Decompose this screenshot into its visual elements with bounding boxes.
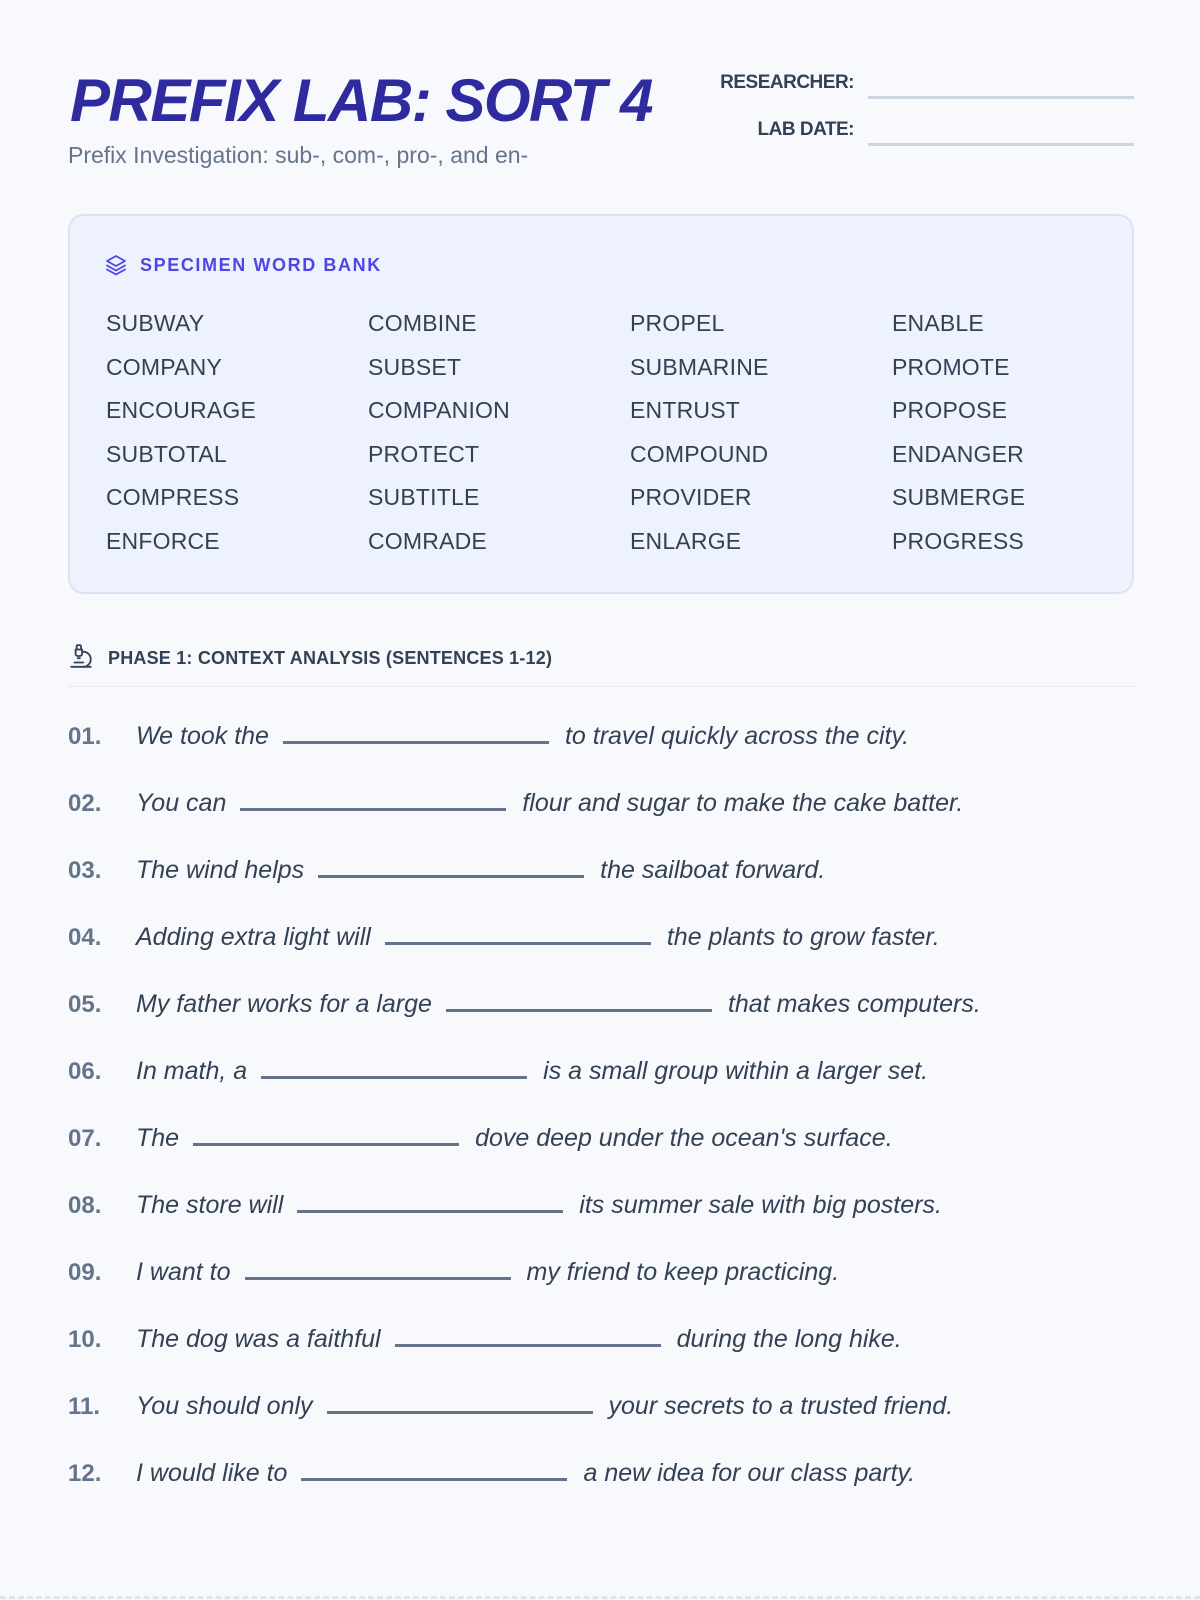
sentence-row — [68, 1191, 1134, 1258]
answer-blank[interactable] — [240, 808, 506, 811]
word-bank-item: PROGRESS — [892, 527, 1024, 554]
sentence-number: 06. — [68, 1058, 102, 1085]
phase-header — [68, 644, 552, 672]
word-bank-item: SUBWAY — [106, 310, 205, 336]
sentence-number: 04. — [68, 924, 102, 951]
sentence-row — [68, 856, 1134, 923]
sentence-number: 10. — [68, 1326, 102, 1353]
word-bank-item: PROPEL — [630, 310, 725, 336]
word-bank-item: SUBMERGE — [892, 484, 1026, 510]
answer-blank[interactable] — [261, 1076, 527, 1079]
sentence-text-after: my friend to keep practicing. — [526, 1258, 840, 1286]
sentence-number: 09. — [68, 1259, 102, 1286]
word-bank-item: SUBMARINE — [630, 353, 769, 380]
sentence-text-after: the plants to grow faster. — [666, 923, 940, 951]
word-bank-item: ENABLE — [892, 310, 984, 336]
sentence-row — [68, 1124, 1134, 1191]
word-bank-item: SUBTOTAL — [106, 440, 227, 467]
answer-blank[interactable] — [283, 741, 549, 744]
sentence-text-after: your secrets to a trusted friend. — [608, 1392, 954, 1420]
sentence-text-after: dove deep under the ocean's surface. — [475, 1124, 893, 1152]
word-bank-item: SUBTITLE — [368, 484, 480, 510]
sentence-text-after: to travel quickly across the city. — [564, 722, 910, 750]
word-bank-item: COMPANION — [368, 397, 510, 423]
word-bank-item: COMPRESS — [106, 484, 240, 510]
layers-icon — [104, 253, 128, 277]
sentence-text-before: We took the — [136, 722, 269, 750]
sentence-text-after: is a small group within a larger set. — [543, 1057, 929, 1085]
sentence-row — [68, 1459, 1134, 1526]
answer-blank[interactable] — [318, 875, 584, 878]
sentence-row — [68, 923, 1134, 990]
page-subtitle: Prefix Investigation: sub-, com-, pro-, and en- — [68, 142, 529, 168]
word-bank-item: PROMOTE — [892, 353, 1010, 380]
lab-date-field[interactable] — [708, 115, 1134, 145]
sentence-text-before: In math, a — [136, 1057, 248, 1085]
sentence-text-before: The wind helps — [136, 856, 305, 884]
sentence-text-after: flour and sugar to make the cake batter. — [522, 789, 964, 817]
sentence-text-after: during the long hike. — [676, 1325, 902, 1353]
word-bank-grid — [106, 302, 1106, 563]
sentence-text-before: Adding extra light will — [136, 923, 371, 951]
answer-blank[interactable] — [385, 942, 651, 945]
lab-date-input-line[interactable] — [868, 143, 1134, 146]
word-bank-item: ENFORCE — [106, 527, 220, 554]
page-bottom-divider — [0, 1596, 1200, 1599]
answer-blank[interactable] — [301, 1478, 567, 1481]
word-bank-item: COMPANY — [106, 353, 222, 380]
worksheet-page — [68, 0, 1134, 1600]
sentence-number: 11. — [68, 1393, 101, 1420]
answer-blank[interactable] — [446, 1009, 712, 1012]
sentence-number: 03. — [68, 857, 102, 884]
microscope-icon — [68, 643, 94, 674]
sentence-text-before: You should only — [136, 1392, 313, 1420]
researcher-input-line[interactable] — [868, 96, 1134, 99]
sentence-number: 07. — [68, 1125, 102, 1152]
sentence-list — [68, 722, 1134, 1526]
sentence-number: 05. — [68, 991, 102, 1018]
answer-blank[interactable] — [327, 1411, 593, 1414]
word-bank-title: SPECIMEN WORD BANK — [140, 254, 382, 275]
phase-title: PHASE 1: CONTEXT ANALYSIS (SENTENCES 1-12) — [108, 647, 553, 668]
sentence-text-before: My father works for a large — [136, 990, 432, 1018]
lab-date-label: LAB DATE: — [757, 119, 854, 140]
sentence-row — [68, 1258, 1134, 1325]
word-bank-item: COMRADE — [368, 527, 487, 554]
word-bank-item: PROPOSE — [892, 397, 1008, 423]
sentence-text-before: The dog was a faithful — [136, 1325, 381, 1353]
sentence-row — [68, 722, 1134, 789]
sentence-text-after: its summer sale with big posters. — [579, 1191, 942, 1219]
sentence-number: 12. — [68, 1460, 102, 1487]
sentence-text-after: the sailboat forward. — [600, 856, 826, 884]
sentence-text-before: The — [136, 1124, 180, 1152]
sentence-text-after: that makes computers. — [727, 990, 981, 1018]
sentence-text-before: You can — [136, 789, 227, 817]
answer-blank[interactable] — [245, 1277, 511, 1280]
word-bank — [68, 214, 1134, 594]
sentence-row — [68, 789, 1134, 856]
sentence-text-before: I want to — [136, 1258, 231, 1286]
answer-blank[interactable] — [297, 1210, 563, 1213]
word-bank-item: SUBSET — [368, 353, 462, 380]
researcher-label: RESEARCHER: — [720, 72, 854, 93]
sentence-number: 08. — [68, 1192, 102, 1219]
sentence-text-before: I would like to — [136, 1459, 288, 1487]
phase-divider — [68, 686, 1134, 687]
sentence-text-before: The store will — [136, 1191, 284, 1219]
word-bank-item: PROVIDER — [630, 484, 752, 510]
word-bank-item: COMBINE — [368, 310, 477, 336]
word-bank-item: ENDANGER — [892, 440, 1024, 467]
answer-blank[interactable] — [193, 1143, 459, 1146]
word-bank-item: ENTRUST — [630, 397, 741, 423]
word-bank-item: PROTECT — [368, 440, 480, 467]
sentence-row — [68, 1057, 1134, 1124]
answer-blank[interactable] — [395, 1344, 661, 1347]
word-bank-item: COMPOUND — [630, 440, 769, 467]
sentence-number: 02. — [68, 790, 102, 817]
word-bank-item: ENLARGE — [630, 527, 742, 554]
sentence-text-after: a new idea for our class party. — [583, 1459, 916, 1487]
word-bank-item: ENCOURAGE — [106, 397, 257, 423]
page-title: PREFIX LAB: SORT 4 — [70, 67, 652, 134]
sentence-row — [68, 1392, 1134, 1459]
sentence-number: 01. — [68, 723, 102, 750]
sentence-row — [68, 1325, 1134, 1392]
researcher-field[interactable] — [708, 68, 1134, 98]
word-bank-header — [104, 252, 382, 278]
sentence-row — [68, 990, 1134, 1057]
